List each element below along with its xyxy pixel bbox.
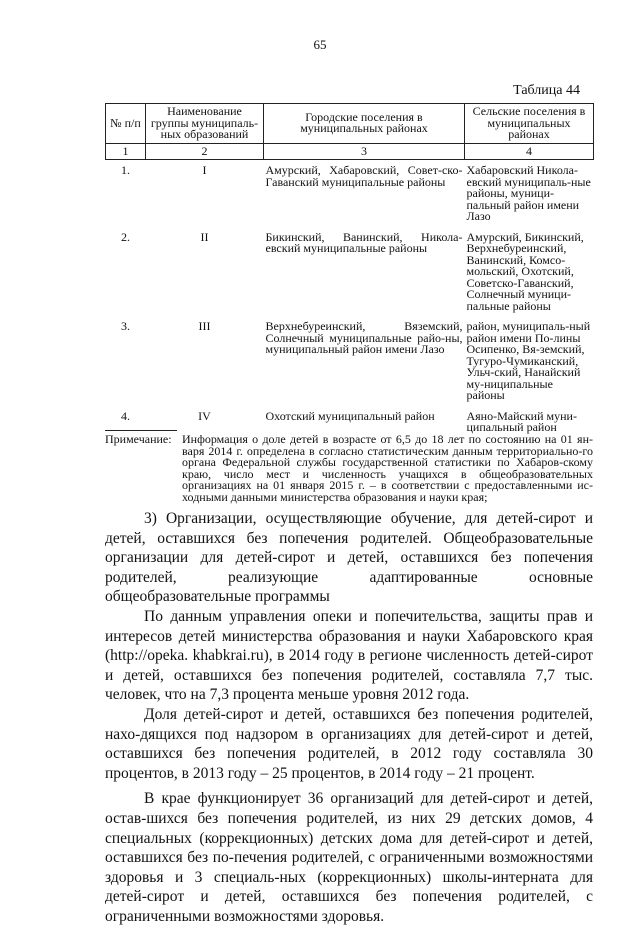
row-group: III <box>198 319 211 333</box>
row-number: 2. <box>121 229 130 244</box>
row-group: II <box>200 229 209 244</box>
row-group: I <box>202 163 207 177</box>
column-number: 1 <box>106 143 146 160</box>
header-rural: Сельские поселения в муниципальных районах <box>465 104 594 144</box>
paragraph: 3) Организации, осуществляющие обучение, для детей-сирот и детей, оставшихся без попечения родителей. Общеобразовательные организации для детей-сирот и детей, оставшихся без попечения родителей, реализующие адаптированные основные общеобразовательные программы <box>105 510 593 606</box>
page-number: 65 <box>313 37 327 52</box>
row-rural: район, муниципаль-ный район имени По-лины Осипенко, Вя-земский, Тугуро-Чумиканский, Ульч-ский, Нанайский му-ниципальные районы <box>466 319 591 402</box>
header-urban: Городские поселения в муниципальных районах <box>264 104 465 144</box>
header-group: Наименование группы муниципаль-ных образований <box>146 104 264 144</box>
row-urban: Охотский муниципальный район <box>265 408 435 423</box>
table-row <box>106 312 594 402</box>
column-numbers-row <box>106 143 594 160</box>
table-row <box>106 223 594 313</box>
row-rural: Амурский, Бикинский, Верхнебуреинский, Ванинский, Комсо-мольский, Охотский, Советско-Гаванский, Солнечный муници-пальные районы <box>466 229 584 313</box>
row-number: 3. <box>121 319 130 333</box>
footnote-divider <box>105 430 177 431</box>
row-urban: Верхнебуреинский, Вяземский, Солнечный муниципальные райо-ны, муниципальный район имени Лазо <box>265 319 463 356</box>
column-number: 2 <box>146 143 264 160</box>
paragraph: В крае функционирует 36 организаций для детей-сирот и детей, остав-шихся без попечения родителей, из них 29 детских домов, 4 специальных (коррекционных) детских дома для детей-сирот и детей, оставшихся без по-печения родителей, с ограниченными возможностями здоровья и 3 специаль-ных (коррекционных) школы-интерната для детей-сирот и детей, оставшихся без попечения родителей, с ограниченными возможностями здоровья. <box>105 790 593 925</box>
paragraph: Доля детей-сирот и детей, оставшихся без попечения родителей, нахо-дящихся под надзором в организациях для детей-сирот и детей, оставшихся без попечения родителей, в 2012 году составляла 30 процентов, в 2013 году – 25 процентов, в 2014 году – 21 процент. <box>105 705 593 782</box>
row-number: 4. <box>121 408 130 423</box>
body-text <box>105 509 593 926</box>
table-header-row <box>106 104 594 144</box>
row-urban: Амурский, Хабаровский, Совет-ско-Гаванский муниципальные районы <box>265 163 463 189</box>
data-table <box>105 103 594 434</box>
row-group: IV <box>198 408 211 423</box>
table-note <box>105 434 593 503</box>
note-label: Примечание: <box>105 432 172 446</box>
column-number: 3 <box>264 143 465 160</box>
table-row <box>106 402 594 434</box>
note-text: Информация о доле детей в возрасте от 6,5 до 18 лет по состоянию на 01 ян-варя 2014 г. определена в согласно статистическим данным территориально-го органа Федеральной службы государственной статистики по Хабаров-скому краю, число мест и численность учащихся в общеобразовательных организациях на 01 января 2015 г. – в соответствии с предоставленными ис-ходными данными министерства образования и науки края; <box>182 432 593 504</box>
table-row <box>106 160 594 223</box>
row-rural: Аяно-Майский муни-ципальный район <box>466 408 577 434</box>
paragraph: По данным управления опеки и попечительства, защиты прав и интересов детей министерства образования и науки Хабаровского края (http://opeka. khabkrai.ru), в 2014 году в регионе численность детей-сирот и детей, оставшихся без попечения родителей, составляла 7,7 тыс. человек, что на 7,3 процента меньше уровня 2012 года. <box>105 607 593 704</box>
table-caption: Таблица 44 <box>513 83 580 98</box>
row-number: 1. <box>121 163 130 177</box>
row-rural: Хабаровский Никола-евский муниципаль-ные районы, муници-пальный район имени Лазо <box>466 163 591 223</box>
header-num: № п/п <box>106 104 146 144</box>
column-number: 4 <box>465 143 594 160</box>
row-urban: Бикинский, Ванинский, Никола-евский муниципальные районы <box>265 229 463 255</box>
